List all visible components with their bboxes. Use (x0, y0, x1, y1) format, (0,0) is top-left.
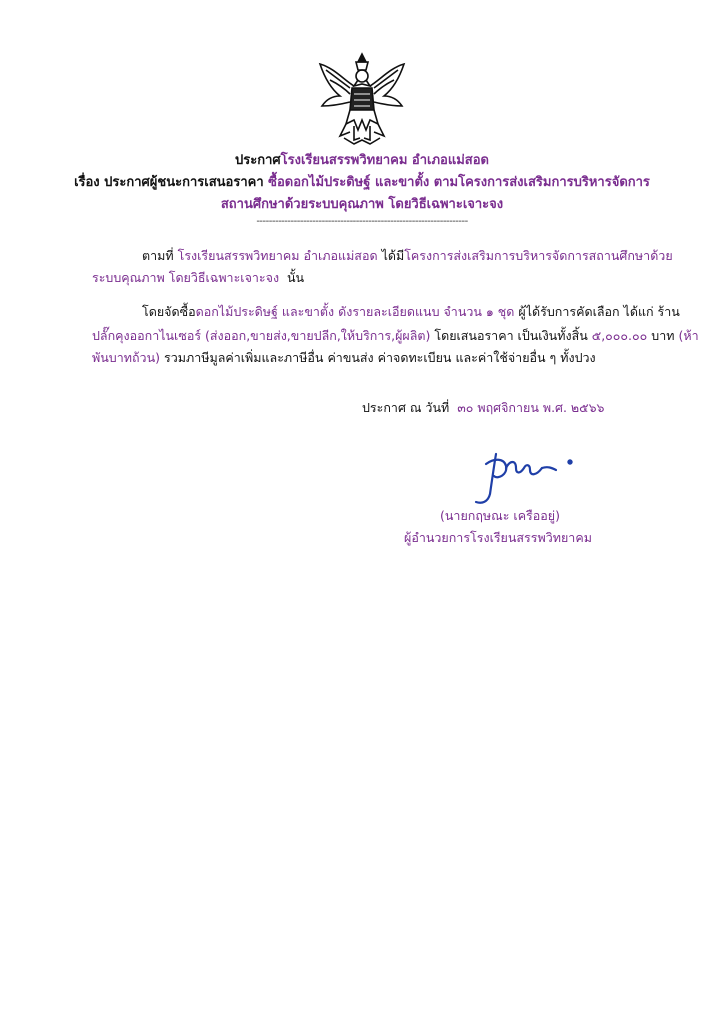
p2-text-f: ๕,๐๐๐.๐๐ (591, 328, 648, 343)
date-label: ประกาศ ณ วันที่ (362, 400, 450, 415)
signature-scribble (468, 446, 588, 506)
announcement-title-line-3: สถานศึกษาด้วยระบบคุณภาพ โดยวิธีเฉพาะเจาะจง (220, 197, 504, 212)
p2-text-h: (ห้า (678, 328, 699, 343)
p2-text-i: พันบาทถ้วน) (92, 350, 160, 365)
p2-text-j: รวมภาษีมูลค่าเพิ่มและภาษีอื่น ค่าขนส่ง ค่าจดทะเบียน และค่าใช้จ่ายอื่น ๆ ทั้งปวง (163, 350, 596, 365)
p1-text-b: โรงเรียนสรรพวิทยาคม อำเภอแม่สอด (177, 248, 378, 263)
paragraph-1-line-1 (142, 246, 673, 266)
p1-text-f: นั้น (287, 270, 305, 285)
announcement-date (362, 398, 605, 418)
signer-position: ผู้อำนวยการโรงเรียนสรรพวิทยาคม (404, 530, 592, 545)
p2-text-c: ผู้ได้รับการคัดเลือก ได้แก่ ร้าน (518, 304, 680, 319)
p2-text-d: ปลั๊กคุงออกาไนเซอร์ (ส่งออก,ขายส่ง,ขายปลีก,ให้บริการ,ผู้ผลิต) (92, 328, 431, 343)
p2-text-e: โดยเสนอราคา เป็นเงินทั้งสิ้น (434, 328, 588, 343)
p2-text-g: บาท (651, 328, 675, 343)
p2-text-a: โดยจัดซื้อ (142, 304, 196, 319)
divider-line: -------------------------------------------------------------------- (256, 216, 468, 227)
subject-label: เรื่อง ประกาศผู้ชนะการเสนอราคา (74, 175, 264, 190)
garuda-emblem-icon (314, 50, 410, 148)
paragraph-1-line-2 (92, 268, 304, 288)
paragraph-2-line-3 (92, 348, 596, 368)
school-name: โรงเรียนสรรพวิทยาคม อำเภอแม่สอด (280, 153, 489, 168)
p1-text-a: ตามที่ (142, 248, 174, 263)
title-prefix: ประกาศ (235, 153, 281, 168)
announcement-title-line-1 (60, 150, 664, 172)
subject-text: ซื้อดอกไม้ประดิษฐ์ และขาตั้ง ตามโครงการส่งเสริมการบริหารจัดการ (268, 175, 650, 190)
p2-text-b: ดอกไม้ประดิษฐ์ และขาตั้ง ดังรายละเอียดแนบ จำนวน ๑ ชุด (195, 304, 515, 319)
announcement-title-line-2 (60, 172, 664, 194)
p1-text-d: โครงการส่งเสริมการบริหารจัดการสถานศึกษาด้วย (404, 248, 673, 263)
signer-name: (นายกฤษณะ เครืออยู่) (440, 508, 560, 523)
paragraph-2-line-2 (92, 326, 699, 346)
paragraph-2-line-1 (142, 302, 680, 322)
date-value: ๓๐ พฤศจิกายน พ.ศ. ๒๕๖๖ (457, 400, 605, 415)
p1-text-c: ได้มี (381, 248, 405, 263)
p1-text-e: ระบบคุณภาพ โดยวิธีเฉพาะเจาะจง (92, 270, 280, 285)
